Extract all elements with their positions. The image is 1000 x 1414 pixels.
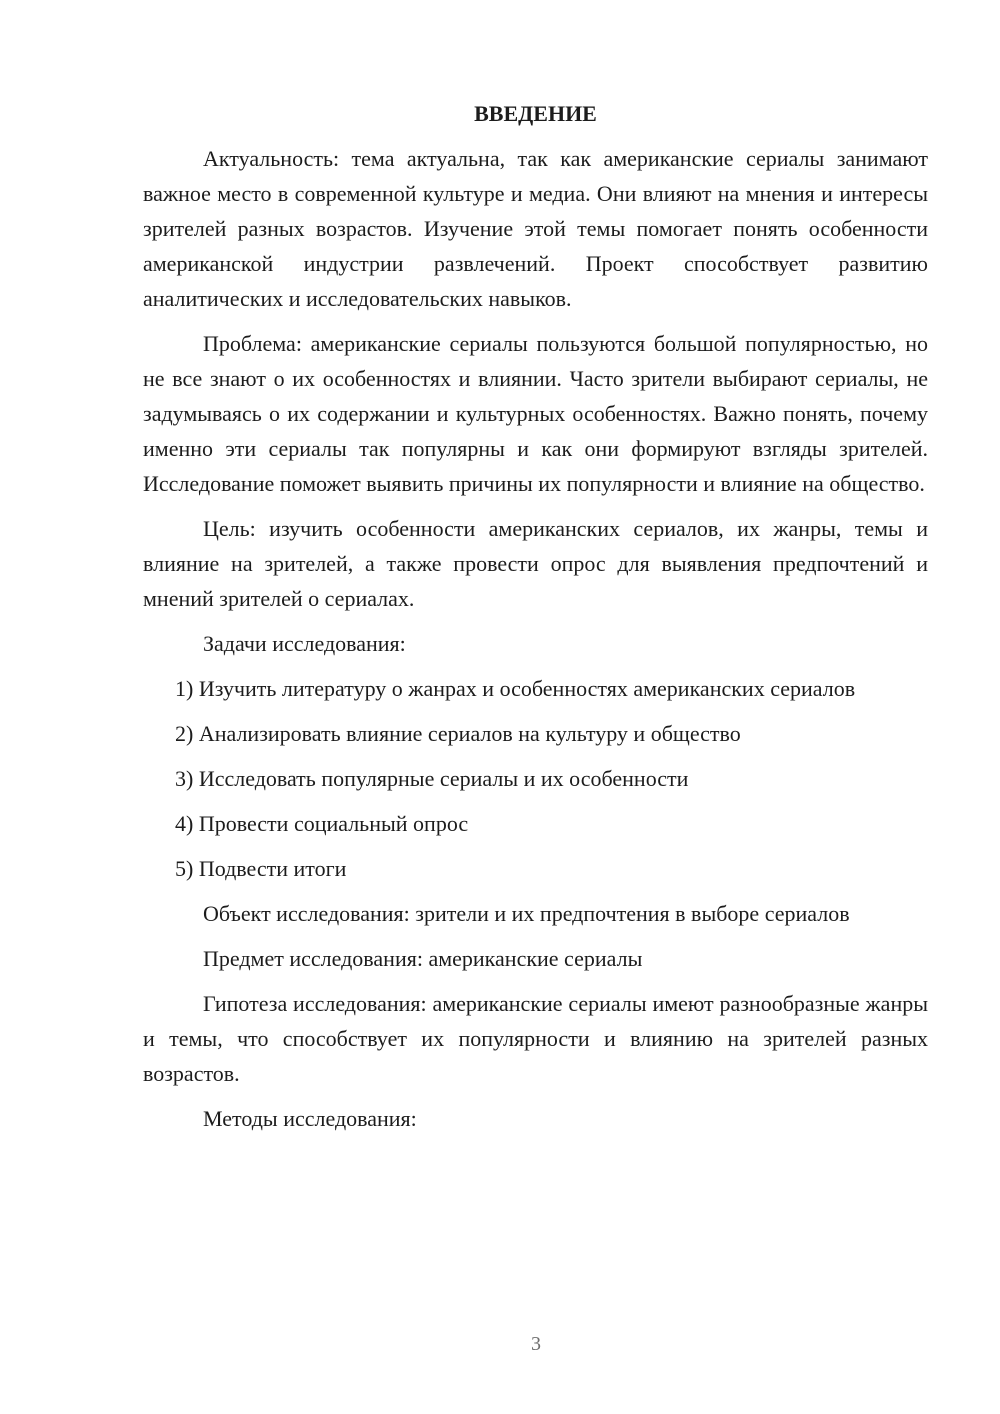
task-item-3: 3) Исследовать популярные сериалы и их особенности bbox=[175, 766, 689, 791]
page-content bbox=[143, 96, 928, 1146]
methods-heading: Методы исследования: bbox=[203, 1106, 417, 1131]
paragraph-object: Объект исследования: зрители и их предпочтения в выборе сериалов bbox=[203, 901, 850, 926]
task-item-1: 1) Изучить литературу о жанрах и особенностях американских сериалов bbox=[175, 676, 856, 701]
task-item-5: 5) Подвести итоги bbox=[175, 856, 347, 881]
task-item-2: 2) Анализировать влияние сериалов на культуру и общество bbox=[175, 721, 741, 746]
task-item-4: 4) Провести социальный опрос bbox=[175, 811, 469, 836]
paragraph-relevance: Актуальность: тема актуальна, так как американские сериалы занимают важное место в современной культуре и медиа. Они влияют на мнения и интересы зрителей разных возрастов. Изучение этой темы помогает понять особенности американской индустрии развлечений. Проект способствует развитию аналитических и исследовательских навыков. bbox=[143, 146, 928, 311]
section-title: ВВЕДЕНИЕ bbox=[474, 101, 597, 126]
tasks-heading: Задачи исследования: bbox=[203, 631, 406, 656]
paragraph-hypothesis: Гипотеза исследования: американские сериалы имеют разнообразные жанры и темы, что способствует их популярности и влиянию на зрителей разных возрастов. bbox=[143, 991, 928, 1086]
paragraph-problem: Проблема: американские сериалы пользуются большой популярностью, но не все знают о их особенностях и влиянии. Часто зрители выбирают сериалы, не задумываясь о их содержании и культурных особенностях. Важно понять, почему именно эти сериалы так популярны и как они формируют взгляды зрителей. Исследование поможет выявить причины их популярности и влияние на общество. bbox=[143, 331, 928, 496]
paragraph-subject: Предмет исследования: американские сериалы bbox=[203, 946, 643, 971]
page-number: 3 bbox=[531, 1333, 541, 1355]
paragraph-goal: Цель: изучить особенности американских сериалов, их жанры, темы и влияние на зрителей, а также провести опрос для выявления предпочтений и мнений зрителей о сериалах. bbox=[143, 516, 928, 611]
